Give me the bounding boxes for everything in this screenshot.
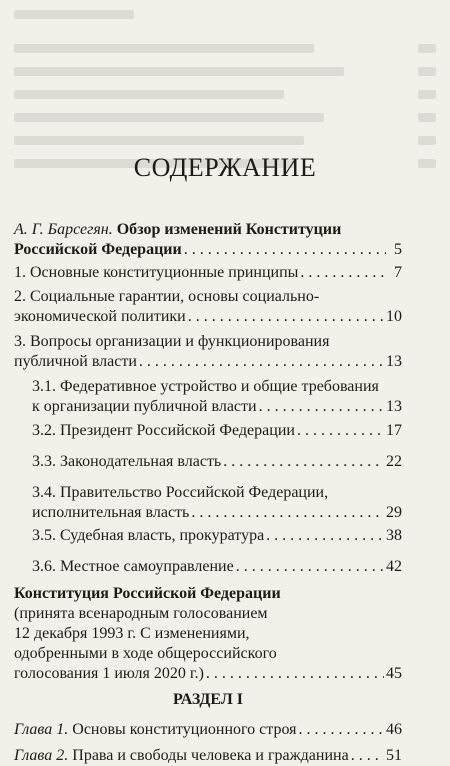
leader-dots — [206, 664, 384, 684]
toc-entry-label: 3.1. Федеративное устройство и общие требования — [32, 378, 379, 395]
toc-entry-label: 3.3. Законодательная власть — [32, 453, 222, 470]
leader-dots — [184, 240, 386, 260]
toc-entry-label: 3. Вопросы организации и функционирования — [14, 333, 330, 350]
toc-entry-label: 3.4. Правительство Российской Федерации, — [32, 484, 329, 501]
toc-entry-label: голосования 1 июля 2020 г.) — [14, 665, 204, 682]
toc-entry-label: публичной власти — [14, 353, 137, 370]
toc-entry-1 — [14, 263, 402, 283]
page-number: 51 — [386, 747, 402, 764]
toc-entry-label: исполнительная власть — [32, 504, 190, 521]
page-number: 29 — [386, 504, 402, 521]
page-title: СОДЕРЖАНИЕ — [133, 153, 317, 182]
leader-dots — [236, 557, 384, 577]
leader-dots — [188, 307, 384, 327]
toc-entry-label: 3.6. Местное самоуправление — [32, 558, 234, 575]
page-number: 22 — [386, 453, 402, 470]
toc-entry-label: 1. Основные конституционные принципы — [14, 264, 299, 281]
toc-entry-label: (принята всенародным голосованием — [14, 605, 268, 622]
toc-entry-label: 3.2. Президент Российской Федерации — [32, 422, 295, 439]
toc-entry-label: Российской Федерации — [14, 241, 182, 258]
toc-entry-label: 2. Социальные гарантии, основы социально- — [14, 288, 320, 305]
leader-dots — [259, 397, 384, 417]
chapter-prefix: Глава 2. — [14, 747, 69, 764]
page-number: 38 — [386, 527, 402, 544]
page-number: 13 — [386, 353, 402, 370]
toc-entry-3-3 — [32, 452, 402, 472]
author-name: А. Г. Барсегян. — [14, 221, 113, 238]
toc-entry-label: Конституция Российской Федерации — [14, 585, 281, 602]
page-number: 45 — [386, 665, 402, 682]
toc-entry-3-4 — [32, 483, 402, 523]
toc-entry-2 — [14, 287, 402, 327]
toc-entry-label: Основы конституционного строя — [72, 721, 297, 738]
page-number: 7 — [394, 264, 402, 281]
toc-entry-chapter-2 — [14, 746, 402, 766]
page-number: 42 — [386, 558, 402, 575]
toc-entry-label: Права и свободы человека и гражданина — [72, 747, 349, 764]
leader-dots — [300, 263, 386, 283]
page-number: 10 — [386, 308, 402, 325]
toc-entry-label: Обзор изменений Конституции — [116, 221, 342, 238]
page-number: 5 — [394, 241, 402, 258]
toc-entry-constitution — [14, 584, 402, 684]
page-number: 13 — [386, 398, 402, 415]
toc-entry-3-6 — [32, 557, 402, 577]
leader-dots — [223, 452, 384, 472]
toc-entry-3-2 — [32, 421, 402, 441]
leader-dots — [191, 503, 384, 523]
chapter-prefix: Глава 1. — [14, 721, 69, 738]
toc-entry-label: 3.5. Судебная власть, прокуратура — [32, 527, 265, 544]
toc-entry-chapter-1 — [14, 720, 402, 740]
leader-dots — [297, 421, 384, 441]
toc-entry-label: 12 декабря 1993 г. С изменениями, — [14, 625, 250, 642]
toc-entry-preface — [14, 220, 402, 260]
page-number: 46 — [386, 721, 402, 738]
page-number: 17 — [386, 422, 402, 439]
toc-entry-label: к организации публичной власти — [32, 398, 257, 415]
toc-entry-3 — [14, 332, 402, 372]
show-through-text — [0, 0, 450, 175]
toc-entry-label: экономической политики — [14, 308, 186, 325]
leader-dots — [139, 352, 384, 372]
leader-dots — [266, 526, 384, 546]
leader-dots — [351, 746, 384, 766]
section-heading: РАЗДЕЛ I — [173, 691, 243, 708]
toc-entry-3-1 — [32, 377, 402, 417]
toc-entry-label: одобренными в ходе общероссийского — [14, 645, 277, 662]
leader-dots — [299, 720, 384, 740]
toc-entry-3-5 — [32, 526, 402, 546]
